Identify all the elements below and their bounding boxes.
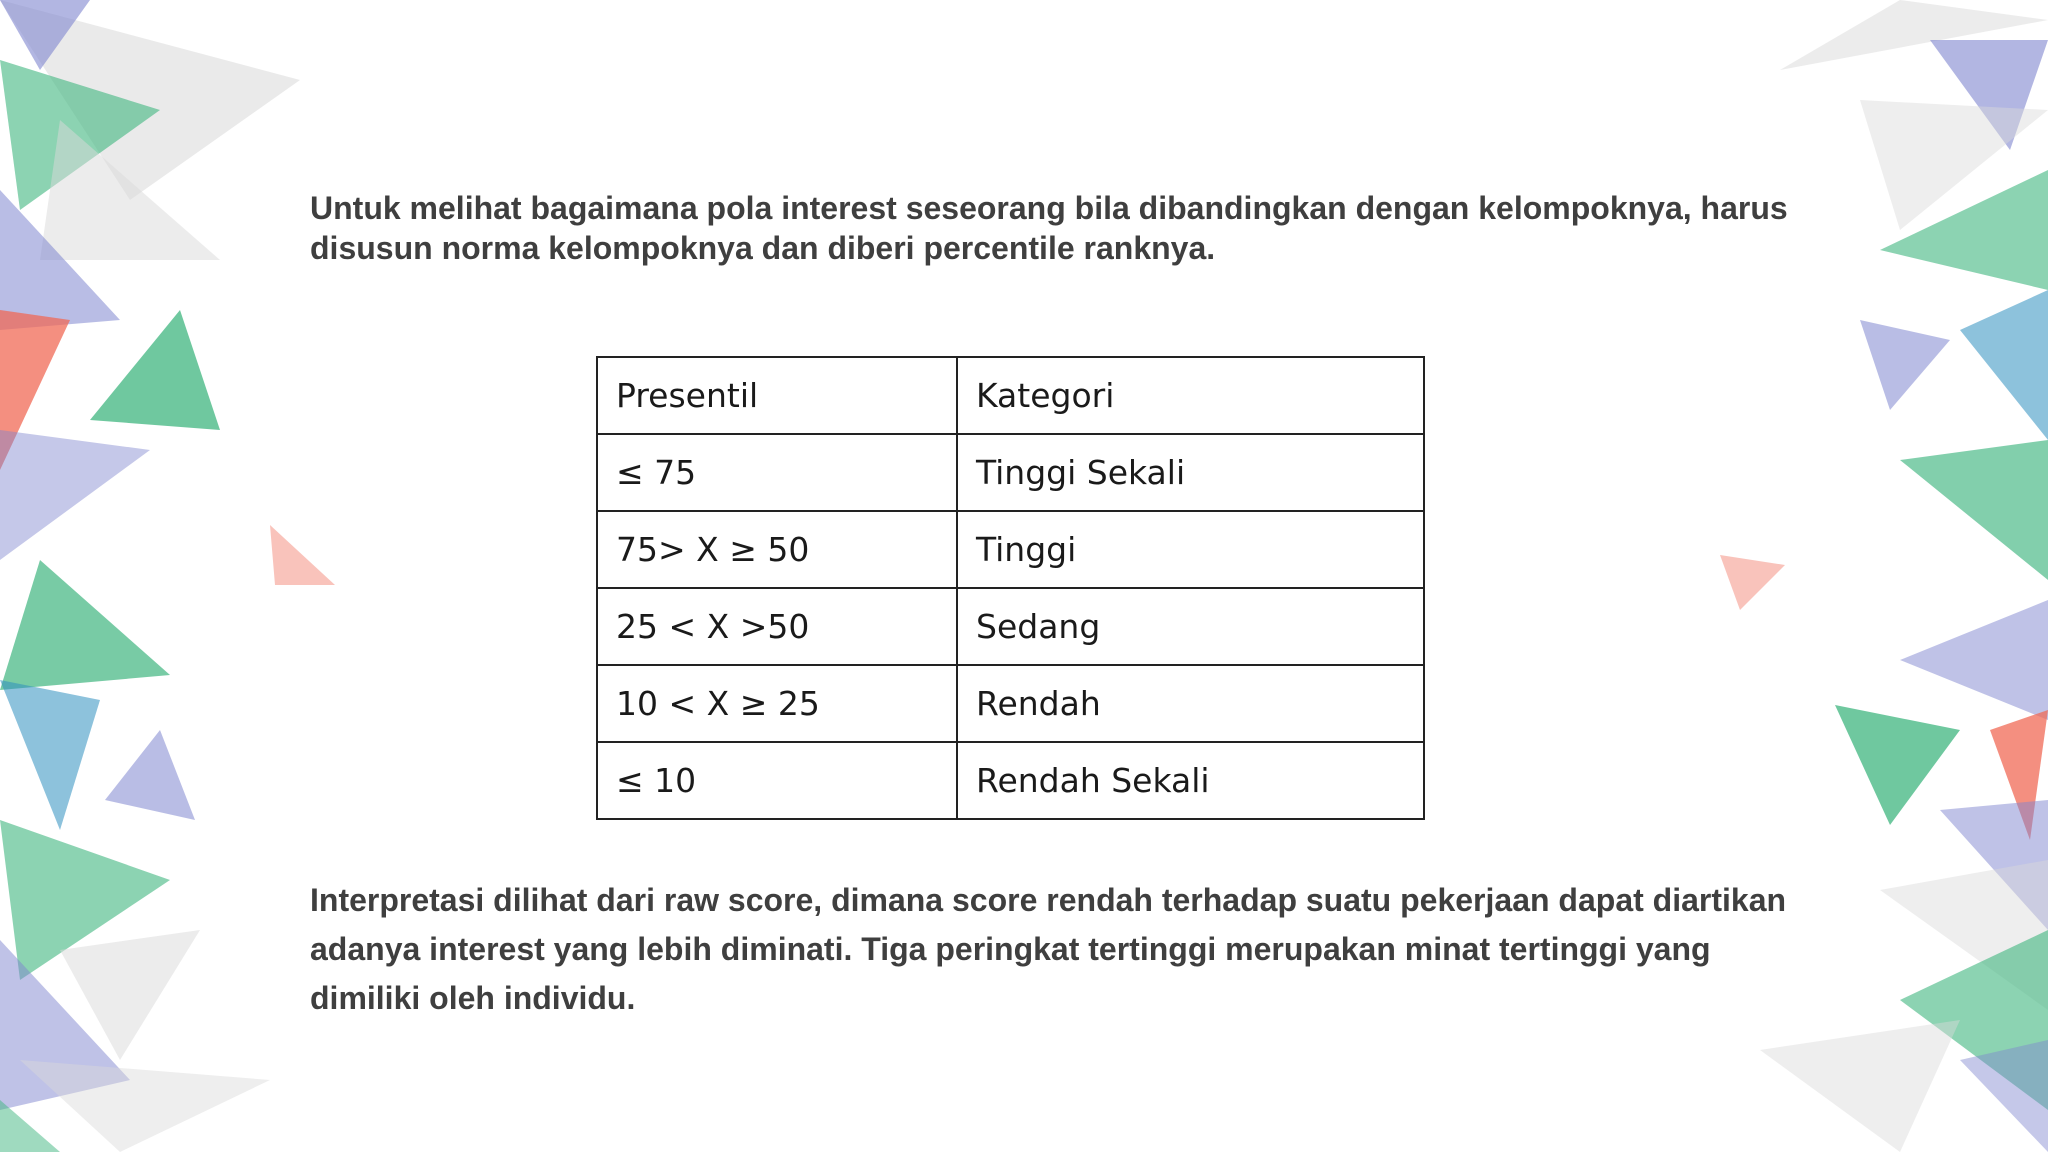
percentile-category-table (596, 356, 1425, 820)
kategori-cell: Tinggi Sekali (957, 434, 1424, 511)
interpretation-paragraph: Interpretasi dilihat dari raw score, dimana score rendah terhadap suatu pekerjaan dapat diartikan adanya interest yang lebih diminati. Tiga peringkat tertinggi merupakan minat tertinggi yang dimiliki oleh individu. (310, 882, 1787, 1016)
table-row (597, 588, 1424, 665)
table-header-row (597, 357, 1424, 434)
column-header-kategori: Kategori (957, 357, 1424, 434)
kategori-cell: Rendah (957, 665, 1424, 742)
table-row (597, 665, 1424, 742)
column-header-presentil: Presentil (597, 357, 957, 434)
kategori-cell: Sedang (957, 588, 1424, 665)
presentil-cell: 25 < X >50 (597, 588, 957, 665)
left-triangle-cluster (0, 0, 335, 1152)
presentil-cell: ≤ 75 (597, 434, 957, 511)
intro-paragraph: Untuk melihat bagaimana pola interest seseorang bila dibandingkan dengan kelompoknya, harus disusun norma kelompoknya dan diberi percentile ranknya. (310, 190, 1788, 266)
table-row (597, 434, 1424, 511)
presentil-cell: 10 < X ≥ 25 (597, 665, 957, 742)
table-row (597, 742, 1424, 819)
percentile-table-container (596, 356, 1423, 809)
table-row (597, 511, 1424, 588)
kategori-cell: Rendah Sekali (957, 742, 1424, 819)
kategori-cell: Tinggi (957, 511, 1424, 588)
presentil-cell: ≤ 10 (597, 742, 957, 819)
presentil-cell: 75> X ≥ 50 (597, 511, 957, 588)
